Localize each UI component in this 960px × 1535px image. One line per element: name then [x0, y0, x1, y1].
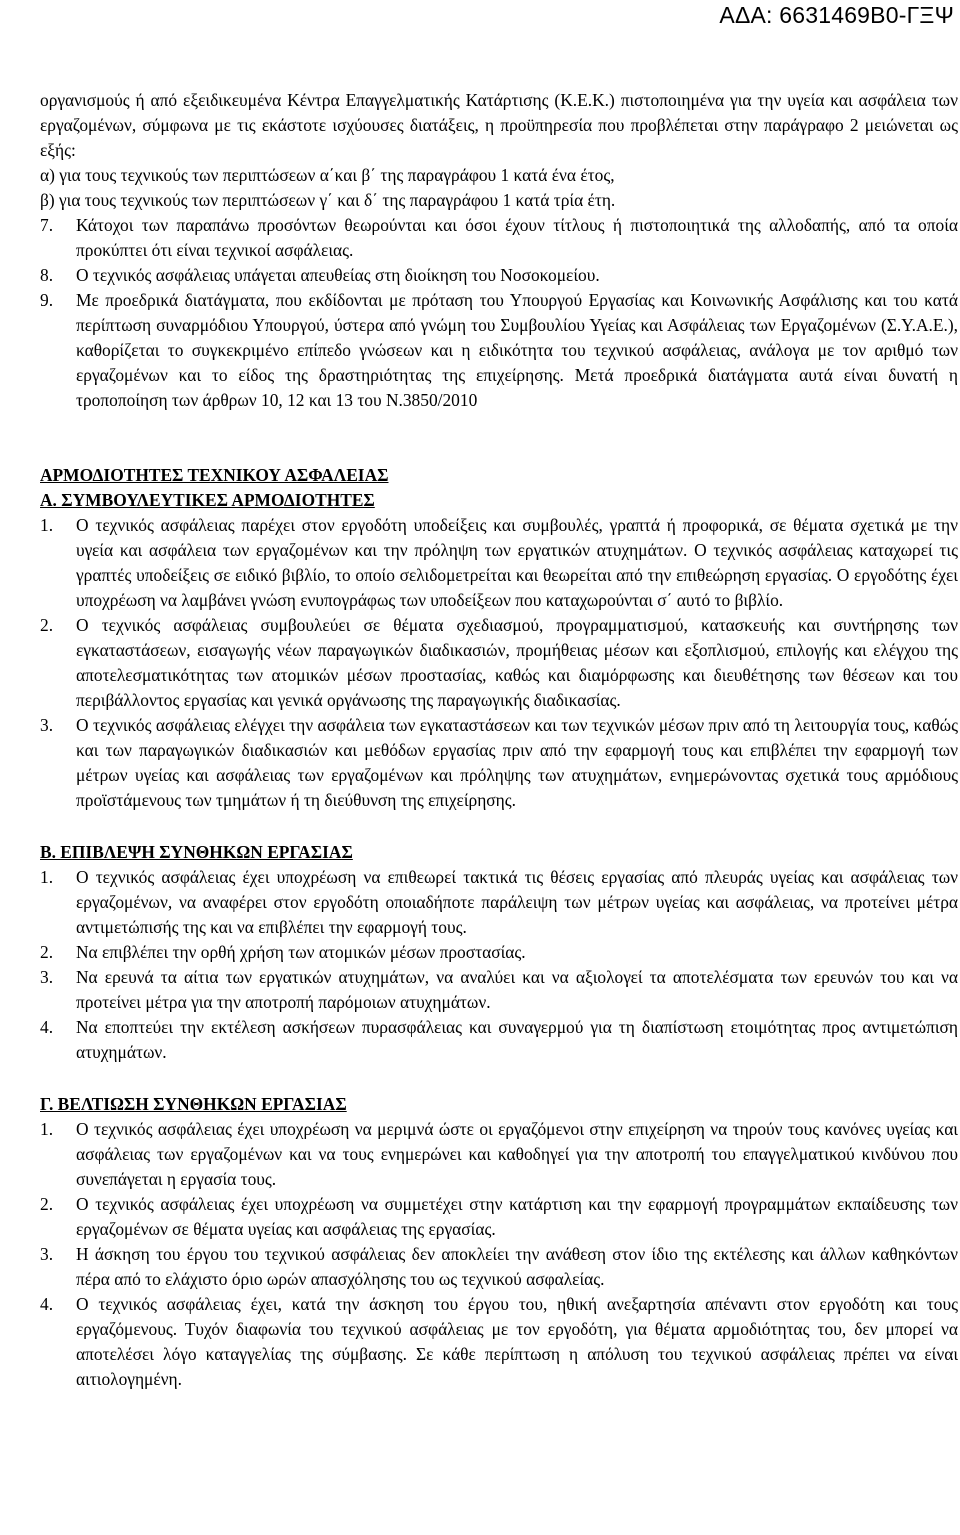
item-number: 4.: [40, 1017, 54, 1037]
document-reference-id: ΑΔΑ: 6631469Β0-ΓΞΨ: [719, 2, 954, 28]
list-item: [40, 865, 958, 940]
item-text: Με προεδρικά διατάγματα, που εκδίδονται με πρόταση του Υπουργού Εργασίας και Κοινωνικής Ασφάλισης και του κατά περίπτωση συναρμόδιου Υπουργού, ύστερα από γνώμη του Συμβουλίου Υγείας και Ασφάλειας των Εργαζομένων (Σ.Υ.Α.Ε.), καθορίζεται το συγκεκριμένο επίπεδο γνώσεων και η ειδικότητα του τεχνικού ασφάλειας, ανάλογα με τον αριθμό των εργαζομένων και το είδος της δραστηριότητας της επιχείρησης. Μετά προεδρικά διατάγματα αυτά είναι δυνατή η τροποποίηση των άρθρων 10, 12 και 13 του Ν.3850/2010: [76, 290, 958, 410]
item-number: 2.: [40, 1194, 54, 1214]
item-number: 2.: [40, 615, 54, 635]
list-item: [40, 213, 958, 263]
item-text: Ο τεχνικός ασφάλειας έχει υποχρέωση να μεριμνά ώστε οι εργαζόμενοι στην επιχείρηση να τηρούν τους κανόνες υγείας και ασφάλειας των εργαζομένων και να τους ενημερώνει και καθοδηγεί για την αποτροπή του επαγγελματικού κινδύνου που συνεπάγεται η εργασία τους.: [76, 1119, 958, 1189]
list-item: [40, 1192, 958, 1242]
item-text: Να ερευνά τα αίτια των εργατικών ατυχημάτων, να αναλύει και να αξιολογεί τα αποτελέσματα των ερευνών του και να προτείνει μέτρα για την αποτροπή παρόμοιων ατυχημάτων.: [76, 967, 958, 1012]
list-item: [40, 1117, 958, 1192]
list-item: [40, 1015, 958, 1065]
list-item: [40, 613, 958, 713]
intro-case-b: β) για τους τεχνικούς των περιπτώσεων γ΄ και δ΄ της παραγράφου 1 κατά τρία έτη.: [40, 190, 616, 210]
item-number: 1.: [40, 515, 54, 535]
item-number: 2.: [40, 942, 54, 962]
item-number: 9.: [40, 290, 54, 310]
main-heading: ΑΡΜΟΔΙΟΤΗΤΕΣ ΤΕΧΝΙΚΟΥ ΑΣΦΑΛΕΙΑΣ: [40, 465, 389, 485]
item-text: Να επιβλέπει την ορθή χρήση των ατομικών μέσων προστασίας.: [76, 942, 526, 962]
item-number: 1.: [40, 867, 54, 887]
intro-paragraph: οργανισμούς ή από εξειδικευμένα Κέντρα Επαγγελματικής Κατάρτισης (Κ.Ε.Κ.) πιστοποιημένα για την υγεία και ασφάλεια των εργαζομένων, σύμφωνα με τις εκάστοτε ισχύουσες διατάξεις, η προϋπηρεσία που προβλέπεται στην παράγραφο 2 μειώνεται ως εξής:: [40, 90, 958, 160]
item-text: Η άσκηση του έργου του τεχνικού ασφάλειας δεν αποκλείει την ανάθεση στον ίδιο της εκτέλεσης και άλλων καθηκόντων πέρα από το ελάχιστο όριο ωρών απασχόλησης του ως τεχνικού ασφαλείας.: [76, 1244, 958, 1289]
document-body: [40, 88, 958, 1392]
item-text: Ο τεχνικός ασφάλειας υπάγεται απευθείας στη διοίκηση του Νοσοκομείου.: [76, 265, 600, 285]
list-item: [40, 263, 958, 288]
item-text: Κάτοχοι των παραπάνω προσόντων θεωρούνται και όσοι έχουν τίτλους ή πιστοποιητικά της αλλοδαπής, από τα οποία προκύπτει ότι είναι τεχνικοί ασφάλειας.: [76, 215, 958, 260]
list-item: [40, 940, 958, 965]
item-text: Ο τεχνικός ασφάλειας ελέγχει την ασφάλεια των εγκαταστάσεων και των τεχνικών μέσων πριν από τη λειτουργία τους, καθώς και των παραγωγικών διαδικασιών και μεθόδων εργασίας πριν από την εφαρμογή τους και επιβλέπει την εφαρμογή των μέτρων υγείας και ασφάλειας των εργαζομένων και πρόληψης των ατυχημάτων, ενημερώνοντας σχετικά τους αρμόδιους προϊστάμενους των τμημάτων ή τη διεύθυνση της επιχείρησης.: [76, 715, 958, 810]
list-item: [40, 1292, 958, 1392]
item-number: 3.: [40, 967, 54, 987]
list-item: [40, 288, 958, 413]
list-item: [40, 965, 958, 1015]
item-number: 3.: [40, 715, 54, 735]
intro-case-a: α) για τους τεχνικούς των περιπτώσεων α΄και β΄ της παραγράφου 1 κατά ένα έτος,: [40, 165, 615, 185]
item-text: Ο τεχνικός ασφάλειας παρέχει στον εργοδότη υποδείξεις και συμβουλές, γραπτά ή προφορικά, σε θέματα σχετικά με την υγεία και ασφάλεια των εργαζομένων και την πρόληψη των εργατικών ατυχημάτων. Ο τεχνικός ασφάλειας καταχωρεί τις γραπτές υποδείξεις σε ειδικό βιβλίο, το οποίο σελιδομετρείται και θεωρείται από την επιθεώρηση εργασίας. Ο εργοδότης έχει υποχρέωση να λαμβάνει γνώση ενυπογράφως των υποδείξεων που καταχωρούνται σ΄ αυτό το βιβλίο.: [76, 515, 958, 610]
section-heading-a: Α. ΣΥΜΒΟΥΛΕΥΤΙΚΕΣ ΑΡΜΟΔΙΟΤΗΤΕΣ: [40, 490, 375, 510]
list-item: [40, 1242, 958, 1292]
item-number: 8.: [40, 265, 54, 285]
item-text: Ο τεχνικός ασφάλειας έχει, κατά την άσκηση του έργου του, ηθική ανεξαρτησία απέναντι στον εργοδότη και τους εργαζόμενους. Τυχόν διαφωνία του τεχνικού ασφάλειας με τον εργοδότη, για θέματα αρμοδιότητας του, δεν μπορεί να αποτελέσει λόγο καταγγελίας της σύμβασης. Σε κάθε περίπτωση η απόλυση του τεχνικού ασφάλειας πρέπει να είναι αιτιολογημένη.: [76, 1294, 958, 1389]
list-item: [40, 513, 958, 613]
list-item: [40, 713, 958, 813]
item-number: 1.: [40, 1119, 54, 1139]
item-number: 4.: [40, 1294, 54, 1314]
item-text: Να εποπτεύει την εκτέλεση ασκήσεων πυρασφάλειας και συναγερμού για τη διαπίστωση ετοιμότητας προς αντιμετώπιση ατυχημάτων.: [76, 1017, 958, 1062]
item-number: 7.: [40, 215, 54, 235]
item-text: Ο τεχνικός ασφάλειας έχει υποχρέωση να επιθεωρεί τακτικά τις θέσεις εργασίας από πλευράς υγείας και ασφάλειας των εργαζομένων, να αναφέρει στον εργοδότη οποιαδήποτε παράλειψη των μέτρων υγείας και ασφάλειας, να προτείνει μέτρα αντιμετώπισής της και να επιβλέπει την εφαρμογή τους.: [76, 867, 958, 937]
section-heading-c: Γ. ΒΕΛΤΙΩΣΗ ΣΥΝΘΗΚΩΝ ΕΡΓΑΣΙΑΣ: [40, 1094, 347, 1114]
item-text: Ο τεχνικός ασφάλειας έχει υποχρέωση να συμμετέχει στην κατάρτιση και την εφαρμογή προγραμμάτων εκπαίδευσης των εργαζομένων σε θέματα υγείας και ασφάλειας της εργασίας.: [76, 1194, 958, 1239]
item-number: 3.: [40, 1244, 54, 1264]
item-text: Ο τεχνικός ασφάλειας συμβουλεύει σε θέματα σχεδιασμού, προγραμματισμού, κατασκευής και συντήρησης των εγκαταστάσεων, εισαγωγής νέων παραγωγικών διαδικασιών, προμήθειας μέσων και εξοπλισμού, επιλογής και ελέγχου της αποτελεσματικότητας των ατομικών μέσων προστασίας, καθώς και διαμόρφωσης και διευθέτησης των θέσεων και του περιβάλλοντος εργασίας και γενικά οργάνωσης της παραγωγικής διαδικασίας.: [76, 615, 958, 710]
section-heading-b: Β. ΕΠΙΒΛΕΨΗ ΣΥΝΘΗΚΩΝ ΕΡΓΑΣΙΑΣ: [40, 842, 353, 862]
